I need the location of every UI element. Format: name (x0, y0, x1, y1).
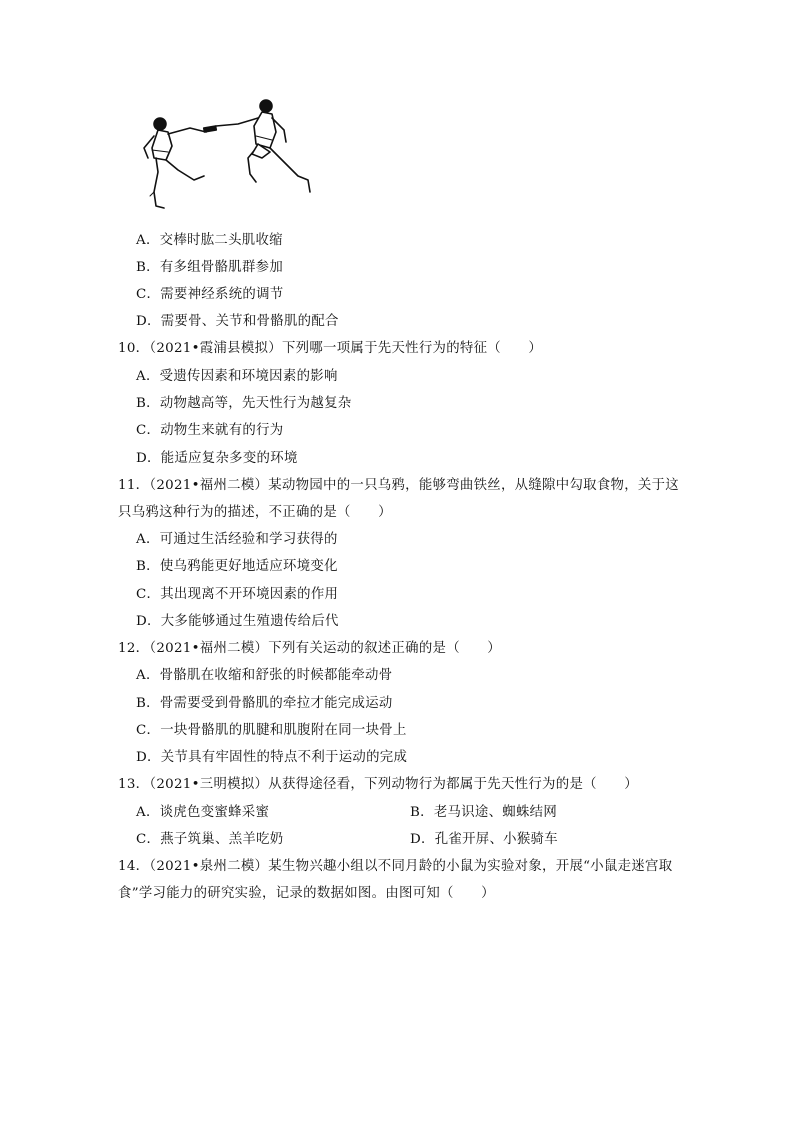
relay-runners-figure (138, 96, 318, 222)
q13-option-a[interactable]: A．谈虎色变蜜蜂采蜜 (136, 805, 270, 820)
q9-option-c[interactable]: C．需要神经系统的调节 (136, 287, 284, 302)
q13-option-d[interactable]: D．孔雀开屏、小猴骑车 (410, 832, 558, 847)
left-runner-figure (144, 118, 206, 208)
q9-option-b[interactable]: B．有多组骨骼肌群参加 (136, 260, 284, 275)
q12-option-a[interactable]: A．骨骼肌在收缩和舒张的时候都能牵动骨 (136, 668, 393, 683)
q12-option-b[interactable]: B．骨需要受到骨骼肌的牵拉才能完成运动 (136, 696, 393, 711)
q9-option-a[interactable]: A．交棒时肱二头肌收缩 (136, 233, 283, 248)
q11-option-a[interactable]: A．可通过生活经验和学习获得的 (136, 532, 338, 547)
q10-option-b[interactable]: B．动物越高等，先天性行为越复杂 (136, 396, 352, 411)
q10-stem: 10．（2021•霞浦县模拟）下列哪一项属于先天性行为的特征（ ） (118, 341, 543, 356)
q11-stem-line2: 只乌鸦这种行为的描述，不正确的是（ ） (118, 505, 392, 520)
q10-option-d[interactable]: D．能适应复杂多变的环境 (136, 451, 298, 466)
q14-stem-line2: 食”学习能力的研究实验，记录的数据如图。由图可知（ ） (118, 886, 495, 901)
q13-stem: 13．（2021•三明模拟）从获得途径看，下列动物行为都属于先天性行为的是（ ） (118, 777, 638, 792)
q11-option-b[interactable]: B．使乌鸦能更好地适应环境变化 (136, 559, 338, 574)
q11-stem-line1: 11．（2021•福州二模）某动物园中的一只乌鸦，能够弯曲铁丝，从缝隙中勾取食物，关于这 (118, 478, 679, 493)
q12-stem: 12．（2021•福州二模）下列有关运动的叙述正确的是（ ） (118, 641, 501, 656)
q14-stem-line1: 14．（2021•泉州二模）某生物兴趣小组以不同月龄的小鼠为实验对象，开展“小鼠走迷宫取 (118, 859, 673, 874)
q13-option-c[interactable]: C．燕子筑巢、羔羊吃奶 (136, 832, 284, 847)
q12-option-d[interactable]: D．关节具有牢固性的特点不利于运动的完成 (136, 750, 408, 765)
q12-option-c[interactable]: C．一块骨骼肌的肌腱和肌腹附在同一块骨上 (136, 723, 407, 738)
q13-option-b[interactable]: B．老马识途、蜘蛛结网 (410, 805, 558, 820)
q11-option-d[interactable]: D．大多能够通过生殖遗传给后代 (136, 614, 339, 629)
q9-option-d[interactable]: D．需要骨、关节和骨骼肌的配合 (136, 314, 339, 329)
baton-icon (204, 126, 217, 132)
q10-option-c[interactable]: C．动物生来就有的行为 (136, 423, 284, 438)
q10-option-a[interactable]: A．受遗传因素和环境因素的影响 (136, 369, 338, 384)
q11-option-c[interactable]: C．其出现离不开环境因素的作用 (136, 587, 339, 602)
right-runner-figure (216, 100, 310, 192)
